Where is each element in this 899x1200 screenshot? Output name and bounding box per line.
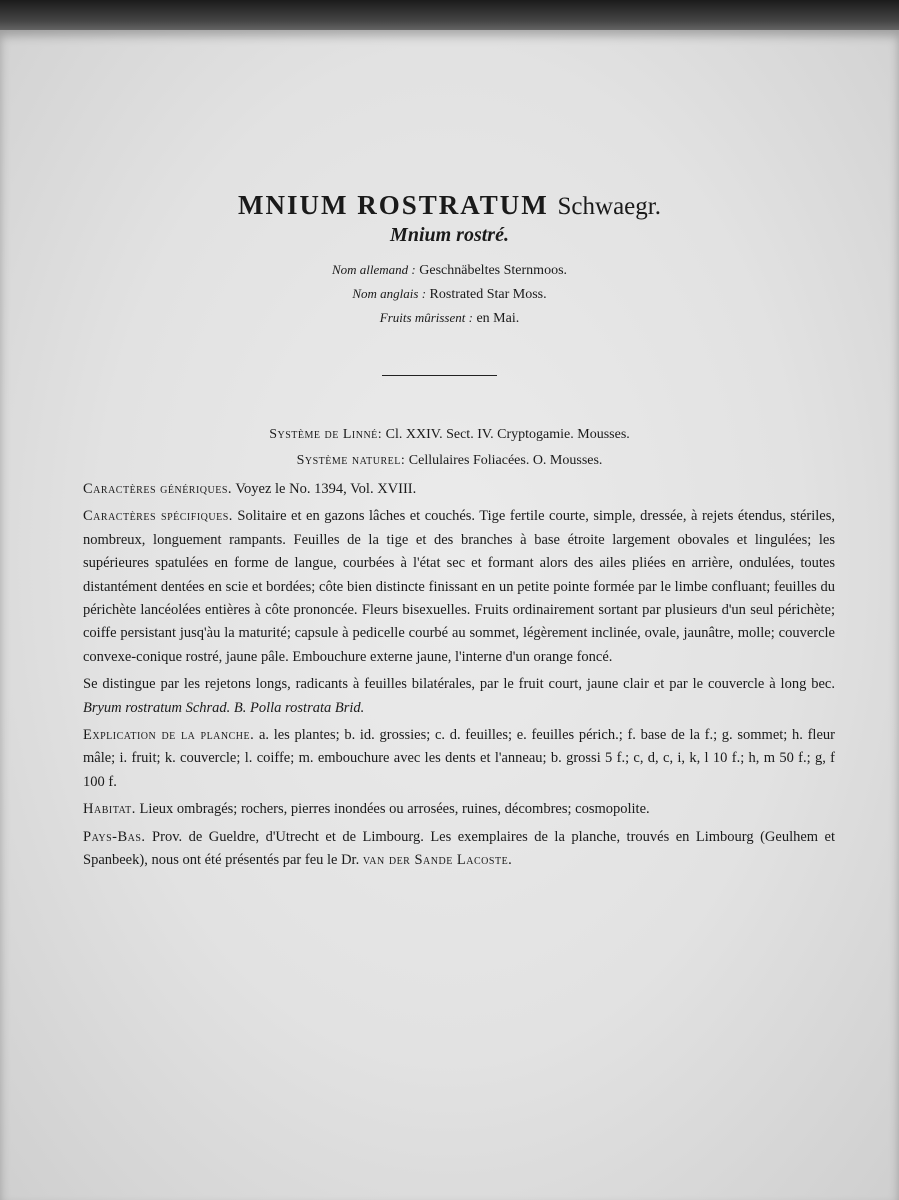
german-label: Nom allemand :: [331, 262, 416, 277]
distinction-paragraph: [83, 673, 835, 720]
common-names-block: [0, 258, 899, 330]
synonyms-text: Bryum rostratum Schrad. B. Polla rostrata Brid.: [83, 699, 365, 716]
fruit-line: [0, 306, 899, 330]
habitat-paragraph: [83, 798, 835, 821]
english-value: Rostrated Star Moss.: [429, 287, 547, 302]
generic-characters-paragraph: [83, 478, 835, 501]
plate-explanation-paragraph: [83, 724, 835, 794]
species-title: [0, 190, 899, 222]
distinction-text: Se distingue par les rejetons longs, radicants à feuilles bilatérales, par le fruit court, jaune clair et par le couvercle à long bec.: [83, 676, 835, 693]
latin-name: MNIUM ROSTRATUM: [238, 190, 549, 220]
author-name: Schwaegr.: [557, 193, 661, 220]
specific-text: Solitaire et en gazons lâches et couchés. Tige fertile courte, simple, dressée, à rejets étendus, stériles, nombreux, longuement rampants. Feuilles de la tige et des branches à base étroite largement obovales et lingulées; les supérieures spatulées en forme de langue, courbées à l'état sec et formant alors des ailes pliées en arrière, ondulées, toutes distantément dentées en scie et bordées; côte bien distincte finissant en un petite pointe formée par le limbe confluant; feuilles du périchète lancéolées entières à côte prononcée. Fleurs bisexuelles. Fruits ordinairement sortant par plusieurs d'un seul périchète; coiffe persistant jusq'àu la maturité; capsule à pedicelle courbé au sommet, légèrement inclinée, ovale, jaunâtre, molle; couvercle convexe-conique rostré, jaune pâle. Embouchure externe jaune, l'interne d'un orange foncé.: [83, 508, 835, 665]
linne-label: Système de Linné:: [269, 427, 383, 442]
german-name-line: [0, 258, 899, 282]
naturel-label: Système naturel:: [296, 453, 406, 468]
description-body: [83, 478, 835, 877]
generic-label: Caractères génériques.: [83, 481, 233, 497]
habitat-label: Habitat.: [83, 801, 136, 818]
specific-label: Caractères spécifiques.: [83, 508, 233, 525]
naturel-value: Cellulaires Foliacées. O. Mousses.: [408, 453, 603, 468]
english-name-line: [0, 282, 899, 306]
fruit-label: Fruits mûrissent :: [379, 310, 473, 325]
german-value: Geschnäbeltes Sternmoos.: [419, 263, 568, 278]
french-name: Mnium rostré.: [390, 224, 509, 246]
divider-rule: [382, 375, 497, 376]
netherlands-label: Pays-Bas.: [83, 828, 146, 845]
plate-explanation-label: Explication de la planche.: [83, 727, 255, 744]
habitat-text: Lieux ombragés; rochers, pierres inondées ou arrosées, ruines, décombres; cosmopolite.: [139, 801, 650, 818]
netherlands-paragraph: [83, 826, 835, 873]
specific-characters-paragraph: [83, 505, 835, 669]
collector-name: van der Sande Lacoste.: [362, 852, 513, 869]
linne-system-line: [0, 427, 899, 443]
plate-explanation-text: a. les plantes; b. id. grossies; c. d. feuilles; e. feuilles périch.; f. base de la f.; g. sommet; h. fleur mâle; i. fruit; k. couvercle; l. coiffe; m. embouchure avec les dents et l'anneau; b. grossi 5 f.; c, d, c, i, k, l 10 f.; h, m 50 f.; g, f 100 f.: [83, 727, 835, 790]
natural-system-line: [0, 453, 899, 469]
netherlands-text: Prov. de Gueldre, d'Utrecht et de Limbourg. Les exemplaires de la planche, trouvés en Limbourg (Geulhem et Spanbeek), nous ont été présentés par feu le Dr.: [83, 828, 836, 869]
linne-value: Cl. XXIV. Sect. IV. Cryptogamie. Mousses.: [385, 427, 630, 442]
fruit-value: en Mai.: [476, 311, 520, 326]
generic-text: Voyez le No. 1394, Vol. XVIII.: [235, 481, 417, 497]
english-label: Nom anglais :: [352, 286, 427, 301]
